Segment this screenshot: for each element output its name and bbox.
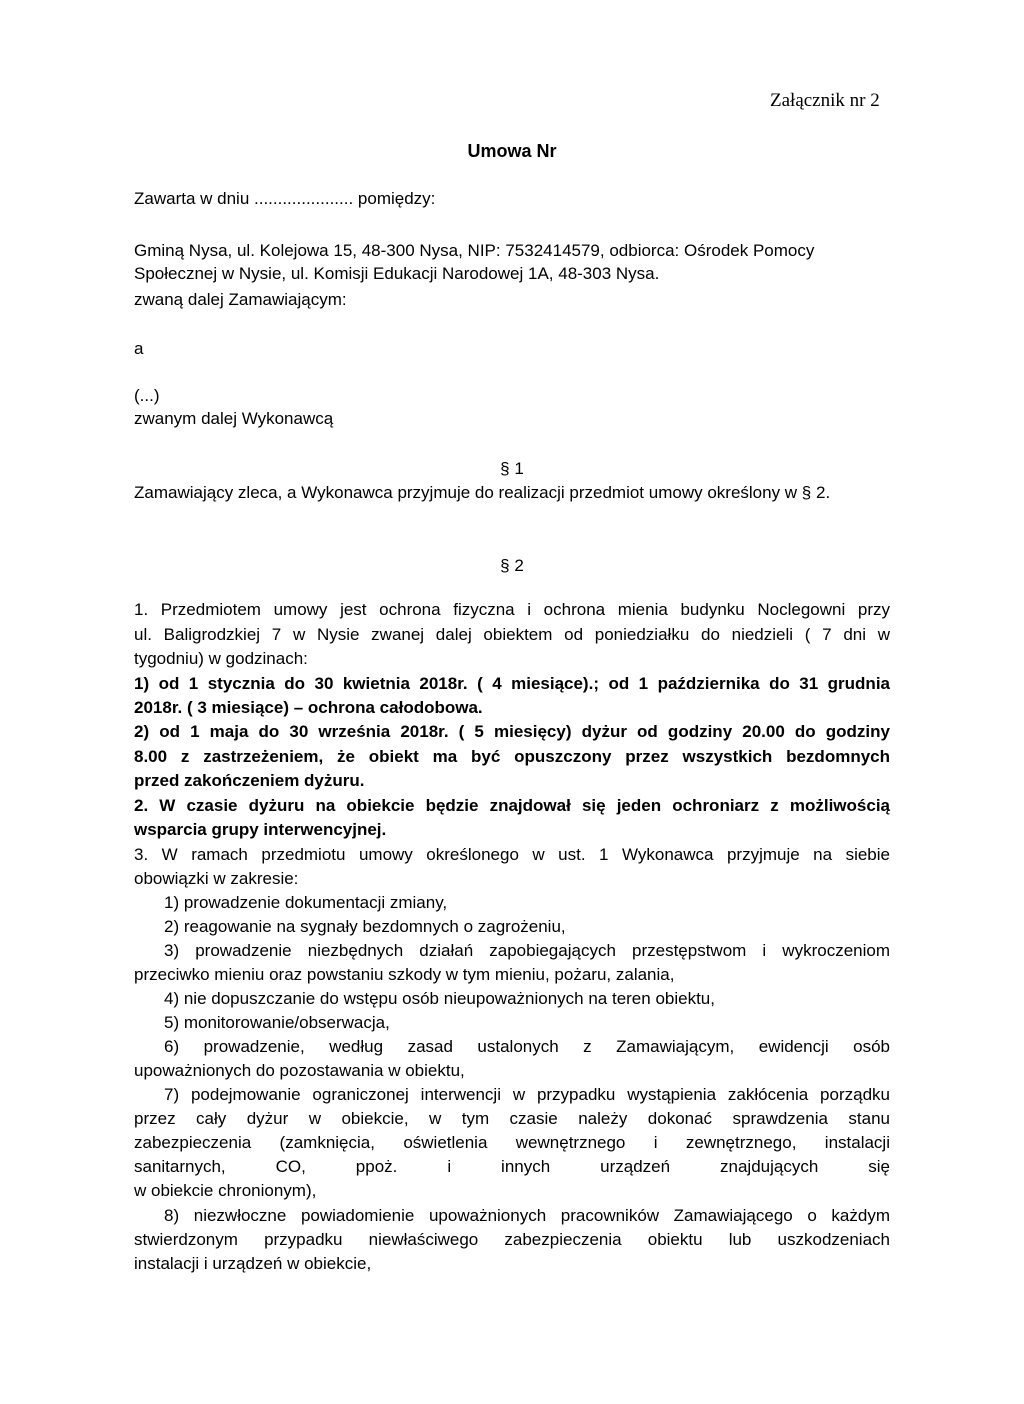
s2-b2-line2: 8.00 z zastrzeżeniem, że obiekt ma być opuszczony przez wszystkich bezdomnych [134, 747, 890, 766]
duty-item-7-cont2: zabezpieczenia (zamknięcia, oświetlenia wewnętrznego i zewnętrznego, instalacji [134, 1133, 890, 1152]
s2-p3-line2: obowiązki w zakresie: [134, 869, 299, 888]
contract-title: Umowa Nr [467, 141, 557, 161]
s2-p3-line1: 3. W ramach przedmiotu umowy określonego w ust. 1 Wykonawca przyjmuje na siebie [134, 845, 890, 864]
duty-item-3-cont: przeciwko mieniu oraz powstaniu szkody w tym mieniu, pożaru, zalania, [134, 965, 675, 984]
duty-item-4: 4) nie dopuszczanie do wstępu osób nieupoważnionych na teren obiektu, [164, 989, 715, 1008]
section1-text: Zamawiający zleca, a Wykonawca przyjmuje do realizacji przedmiot umowy określony w § 2. [134, 483, 831, 502]
s2-p2-line1: 2. W czasie dyżuru na obiekcie będzie znajdował się jeden ochroniarz z możliwością [134, 796, 890, 815]
attachment-label: Załącznik nr 2 [770, 90, 880, 111]
duty-item-7: 7) podejmowanie ograniczonej interwencji w przypadku wystąpienia zakłócenia porządku [164, 1085, 890, 1104]
s2-p1-line1: 1. Przedmiotem umowy jest ochrona fizyczna i ochrona mienia budynku Noclegowni przy [134, 600, 890, 619]
duty-item-6: 6) prowadzenie, według zasad ustalonych z Zamawiającym, ewidencji osób [164, 1037, 890, 1056]
section1-heading: § 1 [500, 459, 524, 478]
duty-item-8-cont2: instalacji i urządzeń w obiekcie, [134, 1254, 372, 1273]
party1-role: zwaną dalej Zamawiającym: [134, 290, 347, 309]
s2-b1-line1: 1) od 1 stycznia do 30 kwietnia 2018r. ( 4 miesiące).; od 1 października do 31 grudnia [134, 674, 890, 693]
s2-p2-line2: wsparcia grupy interwencyjnej. [134, 820, 387, 839]
concluded-line: Zawarta w dniu ..................... pomiędzy: [134, 189, 436, 208]
duty-item-3: 3) prowadzenie niezbędnych działań zapobiegających przestępstwom i wykroczeniom [164, 941, 890, 960]
party1-line1: Gminą Nysa, ul. Kolejowa 15, 48-300 Nysa, NIP: 7532414579, odbiorca: Ośrodek Pomocy [134, 241, 815, 260]
s2-p1-line2: ul. Baligrodzkiej 7 w Nysie zwanej dalej obiektem od poniedziałku do niedzieli ( 7 dni w [134, 625, 890, 644]
duty-item-6-cont: upoważnionych do pozostawania w obiektu, [134, 1061, 465, 1080]
duty-item-7-cont4: w obiekcie chronionym), [134, 1181, 317, 1200]
duty-item-8-cont1: stwierdzonym przypadku niewłaściwego zabezpieczenia obiektu lub uszkodzeniach [134, 1230, 890, 1249]
party1-line2: Społecznej w Nysie, ul. Komisji Edukacji Narodowej 1A, 48-303 Nysa. [134, 264, 660, 283]
s2-b2-line1: 2) od 1 maja do 30 września 2018r. ( 5 miesięcy) dyżur od godziny 20.00 do godziny [134, 722, 890, 741]
duty-item-8: 8) niezwłoczne powiadomienie upoważnionych pracowników Zamawiającego o każdym [164, 1206, 890, 1225]
s2-b2-line3: przed zakończeniem dyżuru. [134, 771, 365, 790]
party2-role: zwanym dalej Wykonawcą [134, 409, 334, 428]
duty-item-1: 1) prowadzenie dokumentacji zmiany, [164, 893, 448, 912]
section2-heading: § 2 [500, 556, 524, 575]
conjunction-and: a [134, 339, 144, 358]
duty-item-5: 5) monitorowanie/obserwacja, [164, 1013, 390, 1032]
duty-item-7-cont3: sanitarnych, CO, ppoż. i innych urządzeń znajdujących się [134, 1157, 890, 1176]
party2-name: (...) [134, 386, 160, 405]
s2-p1-line3: tygodniu) w godzinach: [134, 649, 308, 668]
duty-item-2: 2) reagowanie na sygnały bezdomnych o zagrożeniu, [164, 917, 566, 936]
s2-b1-line2: 2018r. ( 3 miesiące) – ochrona całodobowa. [134, 698, 483, 717]
duty-item-7-cont1: przez cały dyżur w obiekcie, w tym czasie należy dokonać sprawdzenia stanu [134, 1109, 890, 1128]
